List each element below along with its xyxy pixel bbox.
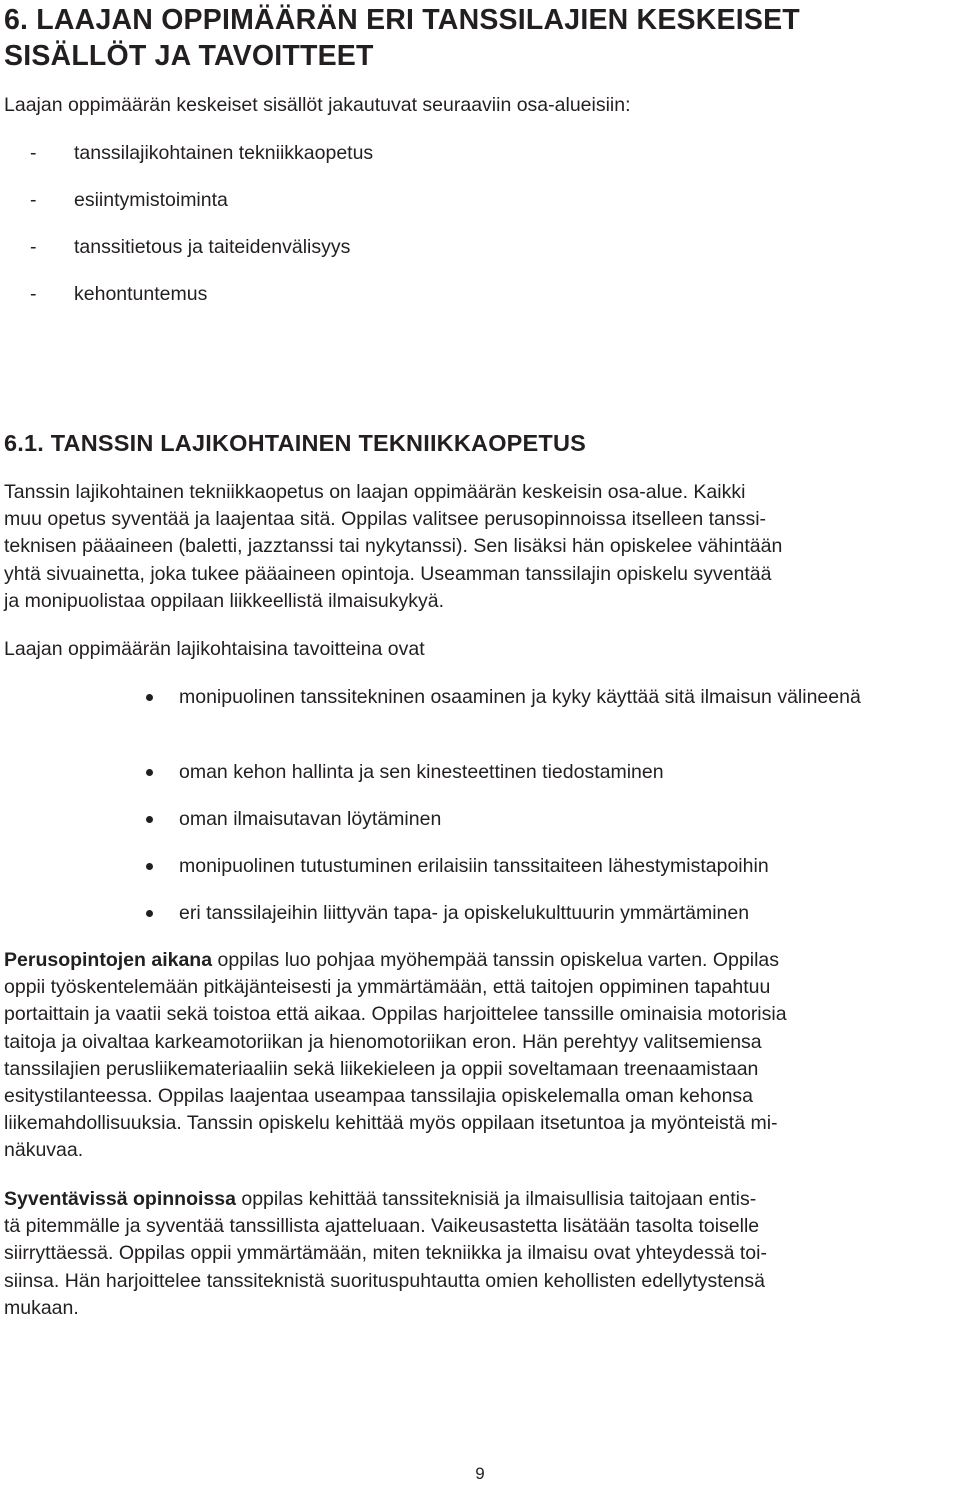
goal-item (148, 852, 938, 880)
bullet-icon (146, 816, 153, 823)
goals-intro-text: Laajan oppimäärän lajikohtaisina tavoitteina ovat (4, 638, 425, 660)
paragraph-line: tä pitemmälle ja syventää tanssillista ajatteluaan. Vaikeusastetta lisätään tasolta toiselle (4, 1215, 760, 1238)
paragraph-line: portaittain ja vaatii sekä toistoa että aikaa. Oppilas harjoittelee tanssille ominaisia motorisia (4, 1003, 787, 1026)
goal-item (148, 899, 938, 927)
advanced-studies-lead: Syventävissä opinnoissa (4, 1188, 236, 1210)
goal-item-text: oman kehon hallinta ja sen kinesteettinen tiedostaminen (179, 761, 664, 783)
list-item (30, 141, 373, 165)
paragraph-line: ja monipuolistaa oppilaan liikkeellistä ilmaisukykyä. (4, 589, 445, 612)
paragraph-line: liikemahdollisuuksia. Tanssin opiskelu kehittää myös oppilaan itsetuntoa ja myönteistä mi- (4, 1112, 778, 1135)
goal-item-text: oman ilmaisutavan löytäminen (179, 808, 442, 830)
dash-marker: - (30, 189, 37, 211)
paragraph-line: tanssilajien perusliikemateriaaliin sekä liikekieleen ja oppii soveltamaan treenaamistaan (4, 1057, 759, 1080)
chapter-heading (4, 2, 944, 74)
basic-studies-paragraph (4, 947, 956, 1165)
chapter-heading-line-1: 6. LAAJAN OPPIMÄÄRÄN ERI TANSSILAJIEN KESKEISET (4, 4, 800, 36)
paragraph-line: siinsa. Hän harjoittelee tanssiteknistä suorituspuhtautta omien kehollisten edellytystensä (4, 1269, 765, 1292)
paragraph-line: siirryttäessä. Oppilas oppii ymmärtämään, miten tekniikka ja ilmaisu ovat yhteydessä toi- (4, 1242, 767, 1265)
paragraph-line: teknisen pääaineen (baletti, jazztanssi tai nykytanssi). Sen lisäksi hän opiskelee vähintään (4, 535, 783, 558)
section-paragraph (4, 479, 956, 615)
section-heading: 6.1. TANSSIN LAJIKOHTAINEN TEKNIIKKAOPETUS (4, 430, 587, 456)
goal-item (148, 805, 938, 833)
dash-marker: - (30, 142, 37, 164)
paragraph-line: oppii työskentelemään pitkäjänteisesti ja ymmärtämään, että taitojen oppiminen tapahtuu (4, 976, 771, 999)
basic-studies-first-line: oppilas luo pohjaa myöhempää tanssin opiskelua varten. Oppilas (212, 949, 779, 971)
paragraph-line: taitoja ja oivaltaa karkeamotoriikan ja hienomotoriikan eron. Hän perehtyy valitsemiensa (4, 1030, 762, 1053)
list-item (30, 282, 207, 306)
list-item-text: tanssilajikohtainen tekniikkaopetus (74, 142, 374, 164)
advanced-studies-paragraph (4, 1186, 956, 1322)
paragraph-line: näkuvaa. (4, 1139, 84, 1162)
goal-item-text: eri tanssilajeihin liittyvän tapa- ja opiskelukulttuurin ymmärtäminen (179, 902, 750, 924)
advanced-studies-first-line: oppilas kehittää tanssiteknisiä ja ilmaisullisia taitojaan entis- (235, 1188, 757, 1210)
paragraph-line: mukaan. (4, 1296, 79, 1319)
paragraph-line: muu opetus syventää ja laajentaa sitä. Oppilas valitsee perusopinnoissa itselleen tanssi- (4, 508, 767, 531)
goal-item (148, 683, 938, 711)
list-item (30, 188, 228, 212)
paragraph-line: esitystilanteessa. Oppilas laajentaa useampaa tanssilajia opiskelemalla oman kehonsa (4, 1085, 754, 1108)
list-item-text: kehontuntemus (74, 283, 208, 305)
dash-marker: - (30, 236, 37, 258)
dash-marker: - (30, 283, 37, 305)
bullet-icon (146, 694, 153, 701)
paragraph-line (4, 947, 956, 974)
bullet-icon (146, 769, 153, 776)
list-item (30, 235, 350, 259)
goals-intro (4, 636, 956, 663)
goal-item-text: monipuolinen tutustuminen erilaisiin tanssitaiteen lähestymistapoihin (179, 855, 769, 877)
intro-text: Laajan oppimäärän keskeiset sisällöt jakautuvat seuraaviin osa-alueisiin: (4, 94, 631, 116)
list-item-text: esiintymistoiminta (74, 189, 228, 211)
chapter-heading-line-2: SISÄLLÖT JA TAVOITTEET (4, 40, 374, 72)
paragraph-line: Tanssin lajikohtainen tekniikkaopetus on laajan oppimäärän keskeisin osa-alue. Kaikki (4, 481, 746, 503)
bullet-icon (146, 863, 153, 870)
paragraph-line (4, 1186, 956, 1213)
paragraph-line: yhtä sivuainetta, joka tukee pääaineen opintoja. Useamman tanssilajin opiskelu syventää (4, 562, 772, 585)
basic-studies-lead: Perusopintojen aikana (4, 949, 213, 971)
goal-item (148, 758, 938, 786)
goal-item-text: monipuolinen tanssitekninen osaaminen ja kyky käyttää sitä ilmaisun välineenä (179, 686, 861, 708)
bullet-icon (146, 910, 153, 917)
list-item-text: tanssitietous ja taiteidenvälisyys (74, 236, 351, 258)
page-number: 9 (475, 1464, 485, 1483)
